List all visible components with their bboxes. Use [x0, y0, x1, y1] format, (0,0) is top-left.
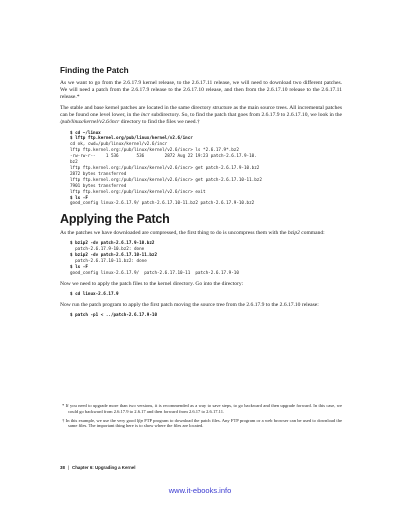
code-line: $ cd ~/linux	[70, 130, 101, 136]
code-line: $ ls -F	[70, 195, 88, 201]
code-line: lftp ftp.kernel.org:/pub/linux/kernel/v2.6/incr> get patch-2.6.17.10-11.bz2	[70, 177, 262, 183]
code-line: lftp ftp.kernel.org:/pub/linux/kernel/v2.6/incr> exit	[70, 189, 206, 195]
code-block-patch	[70, 313, 342, 319]
code-line: $ patch -p1 < ../patch-2.6.17.9-10	[70, 312, 157, 318]
page-number: 38	[60, 465, 65, 470]
footer-separator: |	[67, 465, 70, 470]
code-block-lftp	[70, 131, 342, 208]
paragraph: Now we need to apply the patch files to the kernel directory. Go into the directory:	[60, 280, 244, 287]
code-line: $ bzip2 -dv patch-2.6.17.10-11.bz2	[70, 253, 157, 259]
footnotes	[60, 403, 342, 432]
code-block-bzip2	[70, 241, 342, 276]
code-line: lftp ftp.kernel.org:/pub/linux/kernel/v2.6/incr> ls *2.6.17.9*.bz2	[70, 148, 239, 154]
page-content	[60, 66, 342, 323]
code-line: cd ok, cwd=/pub/linux/kernel/v2.6/incr	[70, 142, 168, 148]
watermark-link[interactable]: www.it-ebooks.info	[168, 486, 232, 495]
italic-path: /pub/linux/kernel/v2.6/incr	[60, 119, 120, 126]
code-line: -rw-rw-r-- 1 536 536 2872 Aug 22 19:23 patch-2.6.17.9-10.	[70, 154, 257, 160]
code-line: good_config linux-2.6.17.9/ patch-2.6.17.10-11 patch-2.6.17.9-10	[70, 270, 239, 276]
italic-term: lftp	[136, 417, 143, 423]
code-line: 2872 bytes transferred	[70, 171, 127, 177]
paragraph	[60, 105, 342, 126]
code-line: 7901 bytes transferred	[70, 183, 127, 189]
paragraph: As we want to go from the 2.6.17.9 kernel release, to the 2.6.17.11 release, we will need to download two different patches. We will need a patch from the 2.6.17.9 release to the 2.6.17.10 release, and then from the 2.6.17.10 release to the 2.6.17.11 release.*	[60, 80, 342, 101]
code-line: $ cd linux-2.6.17.9	[70, 291, 119, 297]
text-run: command:	[299, 230, 325, 237]
text-run: The stable and base kernel patches are located in the same directory structure as the main source trees. All incremental patches can be found one level lower, in the	[60, 105, 342, 119]
section-heading-applying-patch: Applying the Patch	[60, 212, 170, 227]
text-run: † In this example, we use the very good	[62, 417, 137, 423]
paragraph	[60, 230, 342, 237]
code-line: patch-2.6.17.9-10.bz2: done	[70, 247, 145, 253]
text-run: directory to find the files we need.†	[119, 119, 200, 126]
text-run: As the patches we have downloaded are compressed, the first thing to do is uncompress them with the	[60, 230, 288, 237]
code-line: bz2	[70, 160, 78, 166]
code-line: $ bzip2 -dv patch-2.6.17.9-10.bz2	[70, 241, 155, 247]
footnote-1: * If you need to upgrade more than two versions, it is recommended as a way to save steps, to go backward and then upgrade forward. In this case, we could go backward from 2.6.17.9 to 2.6.17 and then forward from 2.6.17 to 2.6.17.11.	[62, 403, 342, 414]
code-line: good_config linux-2.6.17.9/ patch-2.6.17.10-11.bz2 patch-2.6.17.9-10.bz2	[70, 201, 255, 207]
code-line: $ ls -F	[70, 265, 88, 271]
code-line: lftp ftp.kernel.org:/pub/linux/kernel/v2.6/incr> get patch-2.6.17.9-10.bz2	[70, 166, 260, 171]
code-line: patch-2.6.17.10-11.bz2: done	[70, 259, 147, 265]
code-line: $ lftp ftp.kernel.org/pub/linux/kernel/v2.6/incr	[70, 136, 193, 142]
chapter-title: Chapter 6: Upgrading a Kernel	[72, 465, 136, 470]
text-run: subdirectory. So, to find the patch that goes from 2.6.17.9 to 2.6.17.10, we look in the	[149, 112, 342, 119]
footnote-2	[60, 418, 342, 430]
text-run: FTP program to download the patch files. Any FTP program or a web browser can be used to download the same files. The important thing here is to show where the files are located.	[68, 417, 342, 429]
italic-term: incr	[140, 112, 150, 119]
paragraph: Now run the patch program to apply the first patch moving the source tree from the 2.6.17.9 to the 2.6.17.10 release:	[60, 301, 319, 308]
section-heading-finding-patch: Finding the Patch	[60, 66, 129, 75]
code-block-cd	[70, 292, 342, 298]
page-footer	[60, 465, 135, 470]
italic-term: bzip2	[287, 230, 300, 237]
